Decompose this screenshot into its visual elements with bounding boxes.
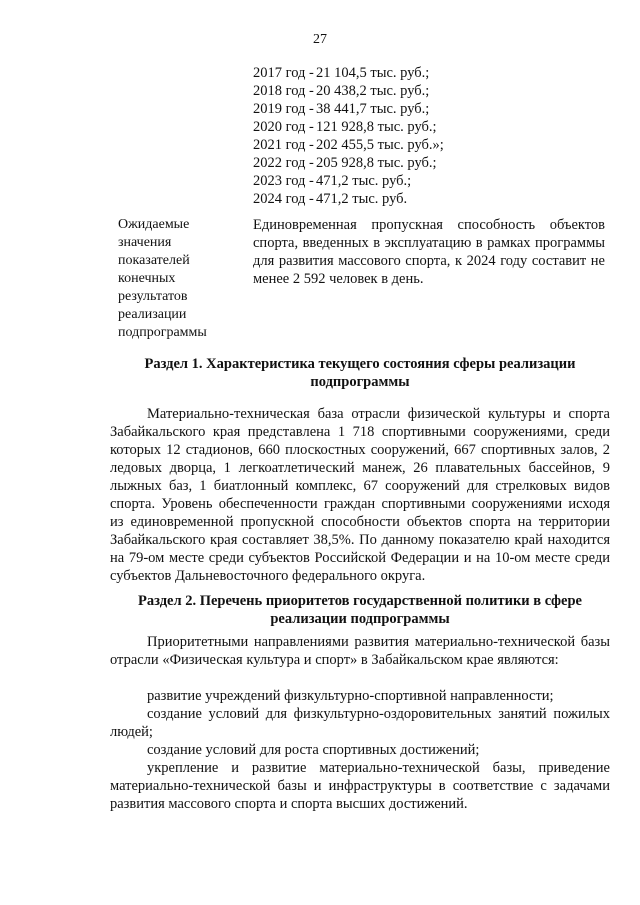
funding-row <box>253 100 444 118</box>
funding-year: 2017 год - <box>253 65 314 81</box>
priority-item: развитие учреждений физкультурно-спортивной направленности; <box>147 688 554 704</box>
funding-row <box>253 190 444 208</box>
page-number: 27 <box>313 32 327 47</box>
funding-year: 2023 год - <box>253 173 314 189</box>
funding-row <box>253 154 444 172</box>
indicator-label-line: конечных <box>118 271 176 286</box>
indicator-label-line: показателей <box>118 253 190 268</box>
funding-amount: 202 455,5 тыс. руб.»; <box>316 137 444 153</box>
funding-year: 2019 год - <box>253 101 314 117</box>
section-1-heading <box>110 355 610 391</box>
funding-year: 2024 год - <box>253 191 314 207</box>
funding-row <box>253 82 444 100</box>
funding-amount: 205 928,8 тыс. руб.; <box>316 155 437 171</box>
funding-amount: 21 104,5 тыс. руб.; <box>316 65 430 81</box>
funding-year: 2018 год - <box>253 83 314 99</box>
indicator-label <box>118 216 218 342</box>
section-1-heading-line: Раздел 1. Характеристика текущего состояния сферы реализации <box>144 356 576 372</box>
indicator-label-line: результатов <box>118 289 188 304</box>
indicator-label-line: Ожидаемые <box>118 217 190 232</box>
section-1-heading-line: подпрограммы <box>310 374 410 390</box>
section-1-paragraph: Материально-техническая база отрасли физической культуры и спорта Забайкальского края представлена 1 718 спортивными сооружениями, среди которых 12 стадионов, 660 плоскостных сооружений, 667 спортивных залов, 2 ледовых дворца, 1 легкоатлетический манеж, 26 плавательных бассейнов, 9 лыжных баз, 1 биатлонный комплекс, 67 сооружений для стрелковых видов спорта. Уровень обеспеченности граждан спортивными сооружениями исходя из единовременной пропускной способности объектов спорта на территории Забайкальского края составляет 38,5%. По данному показателю край находится на 79-ом месте среди субъектов Российской Федерации и на 10-ом месте среди субъектов Дальневосточного федерального округа. <box>110 406 610 584</box>
funding-amount: 38 441,7 тыс. руб.; <box>316 101 430 117</box>
funding-amount: 121 928,8 тыс. руб.; <box>316 119 437 135</box>
funding-by-year-list <box>253 64 444 208</box>
funding-amount: 471,2 тыс. руб.; <box>316 173 412 189</box>
indicator-label-line: значения <box>118 235 172 250</box>
funding-row <box>253 136 444 154</box>
funding-year: 2021 год - <box>253 137 314 153</box>
funding-row <box>253 172 444 190</box>
priority-item: создание условий для физкультурно-оздоровительных занятий пожилых людей; <box>110 706 610 740</box>
section-2-heading-line: Раздел 2. Перечень приоритетов государственной политики в сфере <box>138 593 582 609</box>
indicator-label-line: подпрограммы <box>118 325 207 340</box>
funding-amount: 20 438,2 тыс. руб.; <box>316 83 430 99</box>
section-2-heading <box>110 592 610 628</box>
section-2-intro: Приоритетными направлениями развития материально-технической базы отрасли «Физическая культура и спорт» в Забайкальском крае являются: <box>110 634 610 668</box>
funding-amount: 471,2 тыс. руб. <box>316 191 408 207</box>
priority-item: создание условий для роста спортивных достижений; <box>147 742 480 758</box>
funding-year: 2020 год - <box>253 119 314 135</box>
funding-row <box>253 118 444 136</box>
indicator-label-line: реализации <box>118 307 187 322</box>
section-2-heading-line: реализации подпрограммы <box>270 611 450 627</box>
funding-year: 2022 год - <box>253 155 314 171</box>
priority-item: укрепление и развитие материально-технической базы, приведение материально-технической базы и инфраструктуры в соответствие с задачами развития массового спорта и спорта высших достижений. <box>110 760 610 812</box>
funding-row <box>253 64 444 82</box>
indicator-value-text: Единовременная пропускная способность объектов спорта, введенных в эксплуатацию в рамках программы для развития массового спорта, к 2024 году составит не менее 2 592 человек в день. <box>253 217 605 287</box>
